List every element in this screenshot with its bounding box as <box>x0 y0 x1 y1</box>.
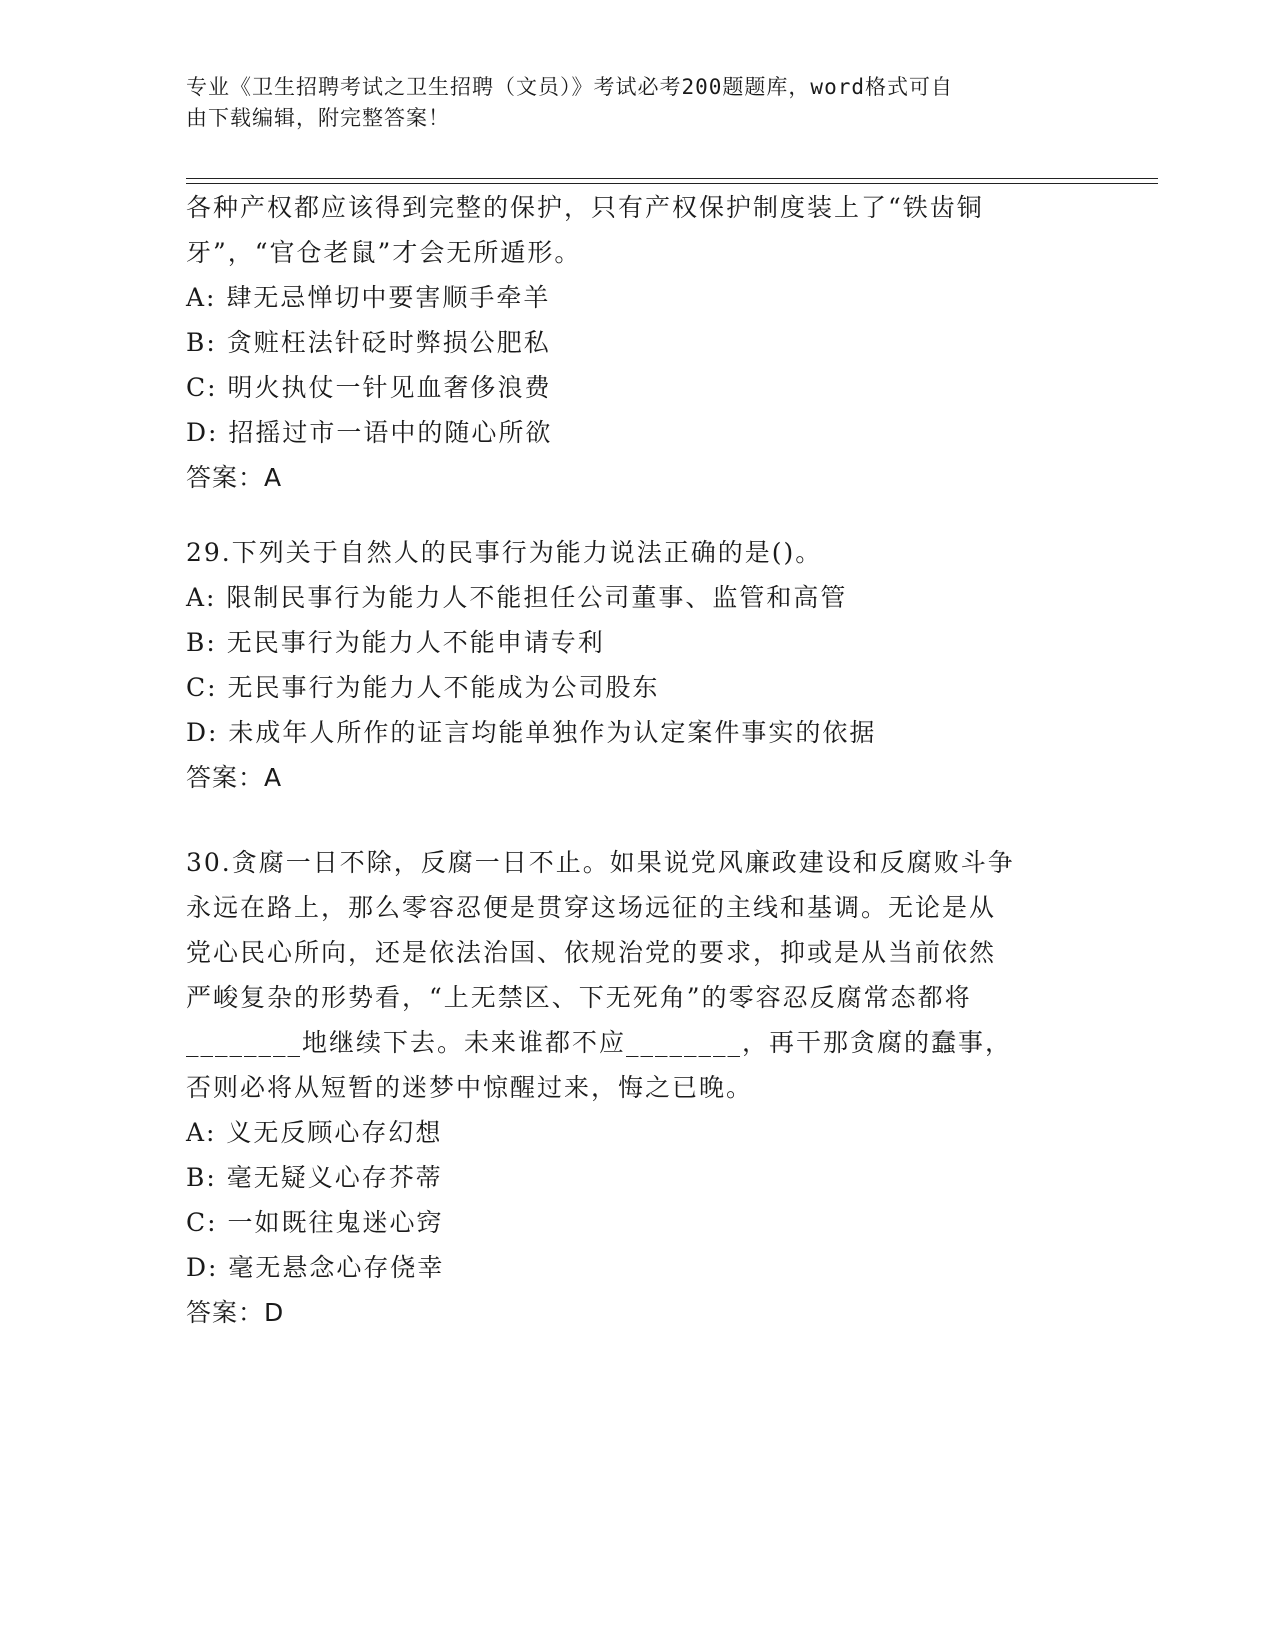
document-header <box>186 72 1086 134</box>
option-a: A: 限制民事行为能力人不能担任公司董事、监管和高管 <box>186 583 848 612</box>
header-line-1: 专业《卫生招聘考试之卫生招聘（文员）》考试必考200题题库，word格式可自 <box>186 75 953 99</box>
question-stem-line: 严峻复杂的形势看，“上无禁区、下无死角”的零容忍反腐常态都将 <box>186 983 972 1012</box>
option-d: D: 招摇过市一语中的随心所欲 <box>186 418 553 447</box>
question-29 <box>186 530 1086 800</box>
option-d: D: 毫无悬念心存侥幸 <box>186 1253 445 1282</box>
header-divider-bottom <box>186 183 1158 184</box>
answer-label: 答案：A <box>186 763 283 792</box>
option-c: C: 无民事行为能力人不能成为公司股东 <box>186 673 660 702</box>
option-b: B: 贪赃枉法针砭时弊损公肥私 <box>186 328 551 357</box>
option-b: B: 毫无疑义心存芥蒂 <box>186 1163 443 1192</box>
question-stem-line: 党心民心所向，还是依法治国、依规治党的要求，抑或是从当前依然 <box>186 938 997 967</box>
answer-label: 答案：A <box>186 463 283 492</box>
question-stem-line: ________地继续下去。未来谁都不应________，再干那贪腐的蠢事， <box>186 1028 1013 1057</box>
option-d: D: 未成年人所作的证言均能单独作为认定案件事实的依据 <box>186 718 877 747</box>
option-b: B: 无民事行为能力人不能申请专利 <box>186 628 605 657</box>
option-c: C: 明火执仗一针见血奢侈浪费 <box>186 373 552 402</box>
header-divider-top <box>186 178 1158 179</box>
answer-label: 答案：D <box>186 1298 285 1327</box>
option-c: C: 一如既往鬼迷心窍 <box>186 1208 444 1237</box>
option-a: A: 义无反顾心存幻想 <box>186 1118 443 1147</box>
question-30 <box>186 840 1086 1335</box>
question-stem-line: 否则必将从短暂的迷梦中惊醒过来，悔之已晚。 <box>186 1073 754 1102</box>
question-stem-line: 29.下列关于自然人的民事行为能力说法正确的是()。 <box>186 538 823 567</box>
option-a: A: 肆无忌惮切中要害顺手牵羊 <box>186 283 551 312</box>
question-stem-line: 各种产权都应该得到完整的保护，只有产权保护制度装上了“铁齿铜 <box>186 193 984 222</box>
question-28 <box>186 185 1086 500</box>
question-stem-line: 30.贪腐一日不除，反腐一日不止。如果说党风廉政建设和反腐败斗争 <box>186 848 1015 877</box>
header-line-2: 由下载编辑，附完整答案！ <box>186 106 450 130</box>
question-stem-line: 永远在路上，那么零容忍便是贯穿这场远征的主线和基调。无论是从 <box>186 893 997 922</box>
question-stem-line: 牙”，“官仓老鼠”才会无所遁形。 <box>186 238 582 267</box>
